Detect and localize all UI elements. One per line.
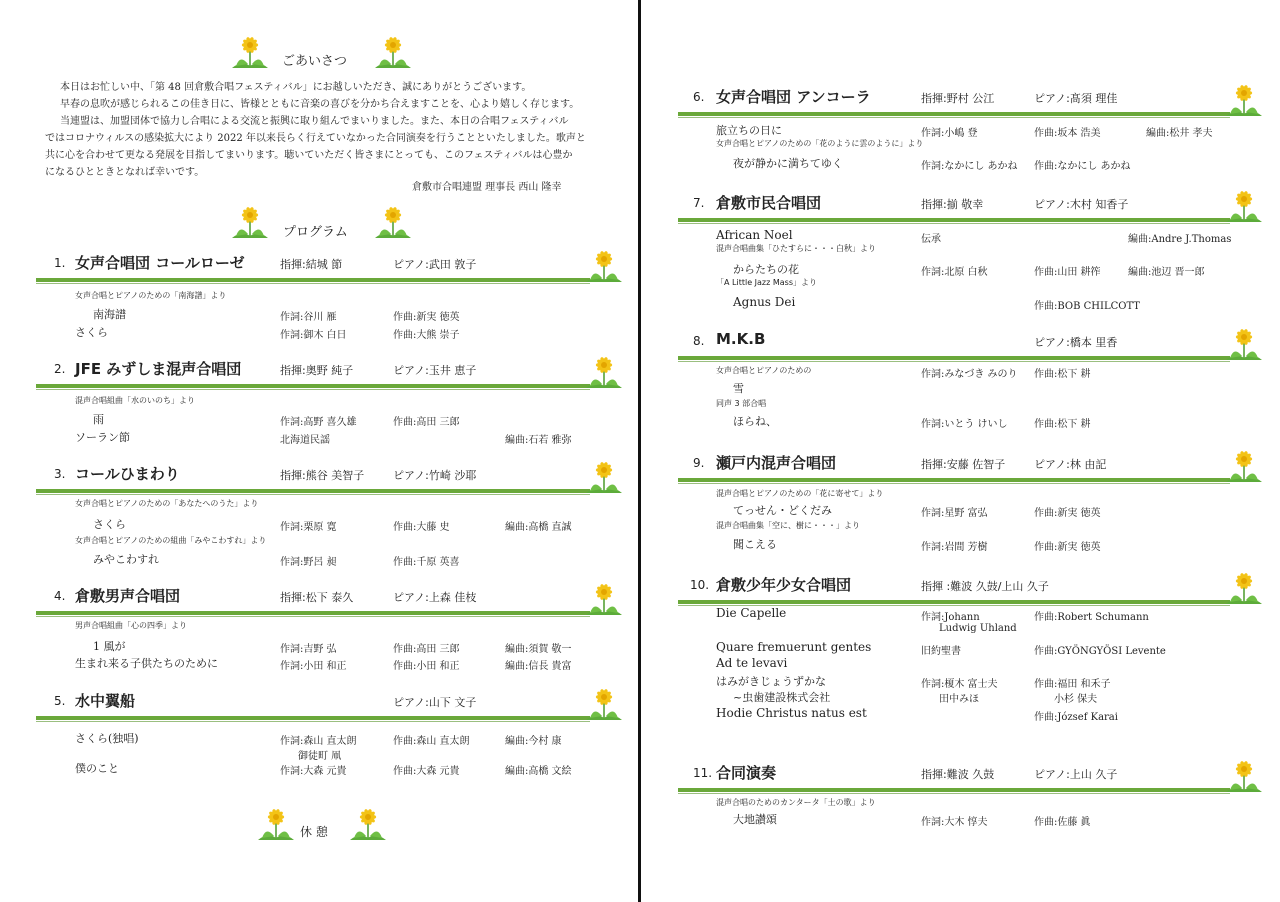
song-title: ソーラン節	[75, 431, 130, 444]
dandelion-icon	[1224, 572, 1264, 606]
flower-icon-greeting-right	[373, 36, 413, 74]
song-title: 南海譜	[93, 308, 126, 321]
section-underline	[36, 611, 590, 615]
pianist: ピアノ:橋本 里香	[1034, 336, 1118, 349]
credit-lyricist: 作詞:大木 惇夫	[921, 817, 988, 828]
section-underline-thin	[36, 616, 590, 617]
credit-lyricist: 伝承	[921, 234, 941, 245]
section-underline	[36, 489, 590, 493]
song-title: Die Capelle	[716, 606, 787, 620]
credit-composer: 作曲:高田 三郎	[393, 644, 460, 655]
credit-lyricist: 作詞:いとう けいし	[921, 419, 1008, 430]
song-title: 大地讃頌	[733, 813, 777, 826]
credit-composer: 作曲:大森 元貴	[393, 766, 460, 777]
song-title: 夜が静かに満ちてゆく	[733, 157, 843, 170]
song-collection: 女声合唱とピアノのための「花のように雲のように」より	[716, 139, 924, 148]
group-name: 瀬戸内混声合唱団	[716, 454, 837, 472]
credit-composer: 作曲:GYÖNGYÖSI Levente	[1034, 646, 1166, 657]
pianist: ピアノ:木村 知香子	[1034, 198, 1129, 211]
credit-arranger: 編曲:Andre J.Thomas	[1128, 234, 1232, 245]
credit-composer: 作曲:小田 和正	[393, 661, 460, 672]
song-title: はみがきじょうずかな	[716, 675, 826, 688]
greeting-line: 共に心を合わせて更なる発展を目指してまいります。聴いていただく皆さまにとっても、このフェスティバルは心豊か	[45, 150, 573, 161]
credit-composer-2: 小杉 保夫	[1054, 694, 1098, 705]
song-title: さくら(独唱)	[75, 732, 139, 745]
credit-lyricist: 作詞:吉野 弘	[280, 644, 337, 655]
song-collection: 混声合唱曲集「空に、樹に・・・」より	[716, 521, 860, 530]
group-name: 女声合唱団 コールローゼ	[75, 254, 245, 272]
flower-icon-program-left	[230, 206, 270, 244]
credit-lyricist-2: 田中みほ	[939, 694, 979, 705]
section-underline-thin	[36, 494, 590, 495]
credit-lyricist: 作詞:Johann	[921, 612, 980, 623]
song-collection: 混声合唱組曲「水のいのち」より	[75, 396, 195, 405]
dandelion-icon	[584, 250, 624, 284]
group-number: 5.	[54, 694, 66, 708]
song-title: ほらね、	[733, 415, 777, 428]
credit-arranger: 編曲:今村 康	[505, 736, 562, 747]
song-title: 僕のこと	[75, 762, 119, 775]
group-number: 10.	[690, 578, 710, 592]
song-title: てっせん・どくだみ	[733, 504, 832, 517]
group-number: 11.	[693, 766, 713, 780]
song-title-line2: ~虫歯建設株式会社	[733, 691, 831, 704]
flower-icon-section	[584, 461, 624, 499]
section-underline-thin	[678, 117, 1230, 118]
flower-icon-section	[584, 583, 624, 621]
song-collection: 「A Little Jazz Mass」より	[716, 278, 817, 287]
section-underline	[36, 716, 590, 720]
credit-composer: 作曲:高田 三郎	[393, 417, 460, 428]
conductor: 指揮:難波 久鼓	[921, 768, 995, 781]
credit-composer: 作曲:なかにし あかね	[1034, 161, 1131, 172]
credit-lyricist-2: 御徒町 凧	[298, 751, 342, 762]
song-collection: 女声合唱とピアノのための「あなたへのうた」より	[75, 499, 259, 508]
section-underline	[678, 112, 1230, 116]
song-title: Hodie Christus natus est	[716, 706, 867, 720]
flower-icon-section	[1224, 572, 1264, 610]
group-number: 6.	[693, 90, 705, 104]
credit-lyricist: 作詞:北原 白秋	[921, 267, 988, 278]
dandelion-icon	[373, 36, 413, 70]
group-name: 水中翼船	[75, 692, 136, 710]
greeting-line: になるひとときとなれば幸いです。	[45, 167, 205, 178]
credit-lyricist: 旧約聖書	[921, 646, 961, 657]
pianist: ピアノ:山下 文子	[393, 696, 477, 709]
dandelion-icon	[230, 36, 270, 70]
section-underline-thin	[678, 483, 1230, 484]
flower-icon-section	[1224, 190, 1264, 228]
group-name: 倉敷男声合唱団	[75, 587, 181, 605]
song-collection: 女声合唱とピアノのための組曲「みやこわすれ」より	[75, 536, 267, 545]
dandelion-icon	[1224, 84, 1264, 118]
group-number: 7.	[693, 196, 705, 210]
dandelion-icon	[256, 808, 296, 842]
section-underline-thin	[36, 389, 590, 390]
credit-composer: 作曲:山田 耕筰	[1034, 267, 1101, 278]
song-title: さくら	[75, 326, 108, 339]
credit-lyricist: 作詞:森山 直太朗	[280, 736, 357, 747]
conductor: 指揮:熊谷 美智子	[280, 469, 365, 482]
credit-composer: 作曲:千原 英喜	[393, 557, 460, 568]
dandelion-icon	[1224, 190, 1264, 224]
credit-lyricist: 作詞:栗原 寛	[280, 522, 337, 533]
flower-icon-greeting-left	[230, 36, 270, 74]
group-name: JFE みずしま混声合唱団	[75, 360, 242, 378]
dandelion-icon	[584, 461, 624, 495]
group-number: 1.	[54, 256, 66, 270]
greeting-line: 当連盟は、加盟団体で協力し合唱による交流と振興に取り組んでまいりました。また、本日の合唱フェスティバル	[60, 116, 569, 127]
dandelion-icon	[584, 583, 624, 617]
flower-icon-section	[1224, 450, 1264, 488]
song-title: 1 風が	[93, 640, 126, 653]
credit-composer: 作曲:新実 徳英	[393, 312, 460, 323]
song-title: 雪	[733, 382, 744, 395]
dandelion-icon	[584, 688, 624, 722]
group-number: 2.	[54, 362, 66, 376]
credit-lyricist-2: Ludwig Uhland	[939, 623, 1017, 634]
section-underline	[678, 478, 1230, 482]
flower-icon-section	[1224, 328, 1264, 366]
greeting-line: ではコロナウィルスの感染拡大により 2022 年以来長らく行えていなかった合同演奏を行うことといたしました。歌声と	[45, 133, 586, 144]
flower-icon-section	[584, 250, 624, 288]
flower-icon-section	[1224, 84, 1264, 122]
conductor: 指揮:松下 泰久	[280, 591, 354, 604]
group-name: コールひまわり	[75, 465, 180, 483]
program-title: プログラム	[283, 225, 348, 240]
pianist: ピアノ:玉井 恵子	[393, 364, 477, 377]
song-title: 旅立ちの日に	[716, 124, 782, 137]
group-number: 8.	[693, 334, 705, 348]
section-underline	[678, 356, 1230, 360]
conductor: 指揮 :難波 久鼓/上山 久子	[921, 580, 1049, 593]
dandelion-icon	[584, 356, 624, 390]
song-title: African Noel	[716, 228, 793, 242]
song-collection: 混声合唱とピアノのための「花に寄せて」より	[716, 489, 884, 498]
credit-composer: 作曲:József Karai	[1034, 712, 1118, 723]
credit-arranger: 編曲:信長 貴富	[505, 661, 572, 672]
credit-composer: 作曲:大熊 崇子	[393, 330, 460, 341]
credit-lyricist: 作詞:みなづき みのり	[921, 369, 1018, 380]
dandelion-icon	[1224, 450, 1264, 484]
credit-arranger: 編曲:須賀 敬一	[505, 644, 572, 655]
song-collection: 混声合唱のためのカンタータ「土の歌」より	[716, 798, 876, 807]
conductor: 指揮:安藤 佐智子	[921, 458, 1006, 471]
credit-composer: 作曲:福田 和禾子	[1034, 679, 1111, 690]
greeting-line: 早春の息吹が感じられるこの佳き日に、皆様とともに音楽の喜びを分かち合えますことを、心より嬉しく存じます。	[60, 99, 580, 110]
song-title: 雨	[93, 413, 104, 426]
section-underline	[36, 384, 590, 388]
section-underline	[36, 278, 590, 282]
dandelion-icon	[1224, 328, 1264, 362]
song-title: 生まれ来る子供たちのために	[75, 657, 218, 670]
group-name: 倉敷市民合唱団	[716, 194, 822, 212]
credit-arranger: 編曲:池辺 晋一郎	[1128, 267, 1205, 278]
flower-icon-break-right	[348, 808, 388, 846]
song-title: みやこわすれ	[93, 553, 159, 566]
credit-lyricist: 作詞:星野 富弘	[921, 508, 988, 519]
credit-lyricist: 作詞:御木 白日	[280, 330, 347, 341]
flower-icon-section	[584, 688, 624, 726]
pianist: ピアノ:竹崎 沙耶	[393, 469, 477, 482]
credit-lyricist: 作詞:高野 喜久雄	[280, 417, 357, 428]
pianist: ピアノ:林 由記	[1034, 458, 1107, 471]
credit-composer: 作曲:松下 耕	[1034, 369, 1091, 380]
credit-composer: 作曲:佐藤 眞	[1034, 817, 1091, 828]
credit-composer: 作曲:大藤 史	[393, 522, 450, 533]
section-underline-thin	[678, 223, 1230, 224]
song-title-line2: Ad te levavi	[716, 656, 788, 670]
credit-composer: 作曲:BOB CHILCOTT	[1034, 301, 1140, 312]
credit-lyricist: 作詞:小嶋 登	[921, 128, 978, 139]
credit-lyricist: 作詞:大森 元貴	[280, 766, 347, 777]
conductor: 指揮:揃 敬幸	[921, 198, 984, 211]
song-title: Quare fremuerunt gentes	[716, 640, 872, 654]
credit-composer: 作曲:松下 耕	[1034, 419, 1091, 430]
pianist: ピアノ:武田 敦子	[393, 258, 477, 271]
credit-lyricist: 作詞:岩間 芳樹	[921, 542, 988, 553]
conductor: 指揮:結城 節	[280, 258, 343, 271]
intermission-label: 休 憩	[300, 825, 328, 839]
credit-lyricist: 作詞:野呂 昶	[280, 557, 337, 568]
credit-composer: 作曲:森山 直太朗	[393, 736, 470, 747]
conductor: 指揮:奥野 純子	[280, 364, 354, 377]
pianist: ピアノ:髙須 理佳	[1034, 92, 1118, 105]
credit-arranger: 編曲:高橋 文絵	[505, 766, 572, 777]
flower-icon-section	[1224, 760, 1264, 798]
credit-lyricist: 作詞:榎木 富士夫	[921, 679, 998, 690]
page-divider	[638, 0, 641, 902]
section-underline-thin	[678, 793, 1230, 794]
credit-lyricist: 作詞:なかにし あかね	[921, 161, 1018, 172]
credit-composer: 作曲:新実 徳英	[1034, 508, 1101, 519]
song-title: さくら	[93, 518, 126, 531]
credit-composer: 作曲:坂本 浩美	[1034, 128, 1101, 139]
song-collection: 女声合唱とピアノのための	[716, 366, 812, 375]
section-underline-thin	[36, 721, 590, 722]
credit-lyricist: 作詞:小田 和正	[280, 661, 347, 672]
section-underline	[678, 218, 1230, 222]
group-name: 合同演奏	[716, 764, 777, 782]
credit-arranger: 編曲:高橋 直誠	[505, 522, 572, 533]
pianist: ピアノ:上山 久子	[1034, 768, 1118, 781]
group-number: 9.	[693, 456, 705, 470]
song-title: 聞こえる	[733, 538, 777, 551]
credit-composer: 作曲:Robert Schumann	[1034, 612, 1149, 623]
song-title: Agnus Dei	[733, 295, 796, 309]
dandelion-icon	[373, 206, 413, 240]
song-collection: 同声 3 部合唱	[716, 399, 767, 408]
flower-icon-program-right	[373, 206, 413, 244]
credit-lyricist: 北海道民謡	[280, 435, 330, 446]
credit-lyricist: 作詞:谷川 雁	[280, 312, 337, 323]
section-underline	[678, 788, 1230, 792]
song-collection: 男声合唱組曲「心の四季」より	[75, 621, 187, 630]
group-number: 3.	[54, 467, 66, 481]
group-name: 女声合唱団 アンコーラ	[716, 88, 871, 106]
group-name: M.K.B	[716, 330, 766, 348]
song-collection: 女声合唱とピアノのための「南海譜」より	[75, 291, 227, 300]
dandelion-icon	[230, 206, 270, 240]
section-underline-thin	[678, 361, 1230, 362]
greeting-line: 本日はお忙しい中、「第 48 回倉敷合唱フェスティバル」にお越しいただき、誠にありがとうございます。	[60, 82, 532, 93]
group-number: 4.	[54, 589, 66, 603]
dandelion-icon	[1224, 760, 1264, 794]
flower-icon-section	[584, 356, 624, 394]
song-title: からたちの花	[733, 263, 799, 276]
section-underline-thin	[36, 283, 590, 284]
pianist: ピアノ:上森 佳枝	[393, 591, 477, 604]
conductor: 指揮:野村 公江	[921, 92, 995, 105]
group-name: 倉敷少年少女合唱団	[716, 576, 852, 594]
credit-arranger: 編曲:松井 孝夫	[1146, 128, 1213, 139]
credit-composer: 作曲:新実 徳英	[1034, 542, 1101, 553]
section-underline	[678, 600, 1230, 604]
credit-arranger: 編曲:石若 雅弥	[505, 435, 572, 446]
song-collection: 混声合唱曲集「ひたすらに・・・白秋」より	[716, 244, 876, 253]
flower-icon-break-left	[256, 808, 296, 846]
greeting-title: ごあいさつ	[282, 54, 348, 69]
greeting-signature: 倉敷市合唱連盟 理事長 西山 隆幸	[412, 182, 562, 193]
dandelion-icon	[348, 808, 388, 842]
